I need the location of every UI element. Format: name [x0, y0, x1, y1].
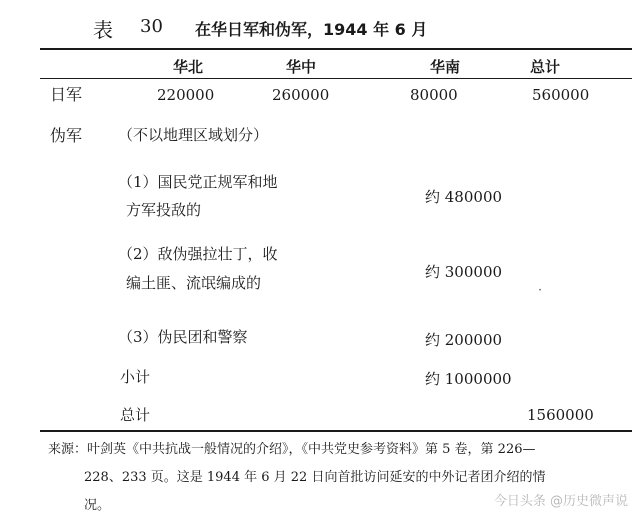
puppet-item-1-value: 约 480000: [425, 188, 503, 206]
source-line-2: 228、233 页。这是 1944 年 6 月 22 日向首批访问延安的中外记者团介绍的情: [84, 470, 546, 485]
header-rule: [40, 78, 632, 79]
cell-japanese-north: 220000: [157, 86, 215, 104]
source-line-1: 来源：叶剑英《中共抗战一般情况的介绍》，《中共党史参考资料》第 5 卷，第 226—: [48, 442, 536, 457]
puppet-note: （不以地理区域划分）: [118, 126, 269, 144]
table-title-prefix: 表: [93, 18, 115, 42]
puppet-item-1-line1: （1）国民党正规军和地: [118, 173, 278, 191]
cell-japanese-south: 80000: [410, 86, 458, 104]
column-header-total: 总计: [530, 58, 561, 76]
total-label: 总计: [120, 406, 151, 424]
bottom-rule: [40, 430, 632, 432]
subtotal-label: 小计: [120, 368, 151, 386]
puppet-item-2-value: 约 300000: [425, 263, 503, 281]
source-line-3: 况。: [84, 498, 111, 513]
puppet-item-2-line1: （2）敌伪强拉壮丁，收: [118, 245, 278, 263]
cell-japanese-central: 260000: [272, 86, 330, 104]
puppet-item-3-line1: （3）伪民团和警察: [118, 328, 248, 346]
column-header-north: 华北: [173, 58, 204, 76]
total-value: 1560000: [527, 406, 594, 424]
column-header-south: 华南: [430, 58, 461, 76]
cell-japanese-total: 560000: [532, 86, 590, 104]
table-number: 30: [140, 16, 163, 37]
row-label-japanese: 日军: [50, 85, 83, 104]
table-title-text: 在华日军和伪军，1944 年 6 月: [195, 20, 428, 39]
row-label-puppet: 伪军: [50, 126, 83, 145]
puppet-item-1-line2: 方军投敌的: [126, 201, 202, 219]
column-header-central: 华中: [286, 58, 317, 76]
stray-mark: ·: [538, 283, 543, 298]
puppet-item-2-line2: 编土匪、流氓编成的: [126, 274, 262, 292]
top-rule: [40, 48, 632, 50]
subtotal-value: 约 1000000: [425, 370, 512, 388]
watermark: 今日头条 @历史微声说: [493, 494, 628, 509]
puppet-item-3-value: 约 200000: [425, 331, 503, 349]
